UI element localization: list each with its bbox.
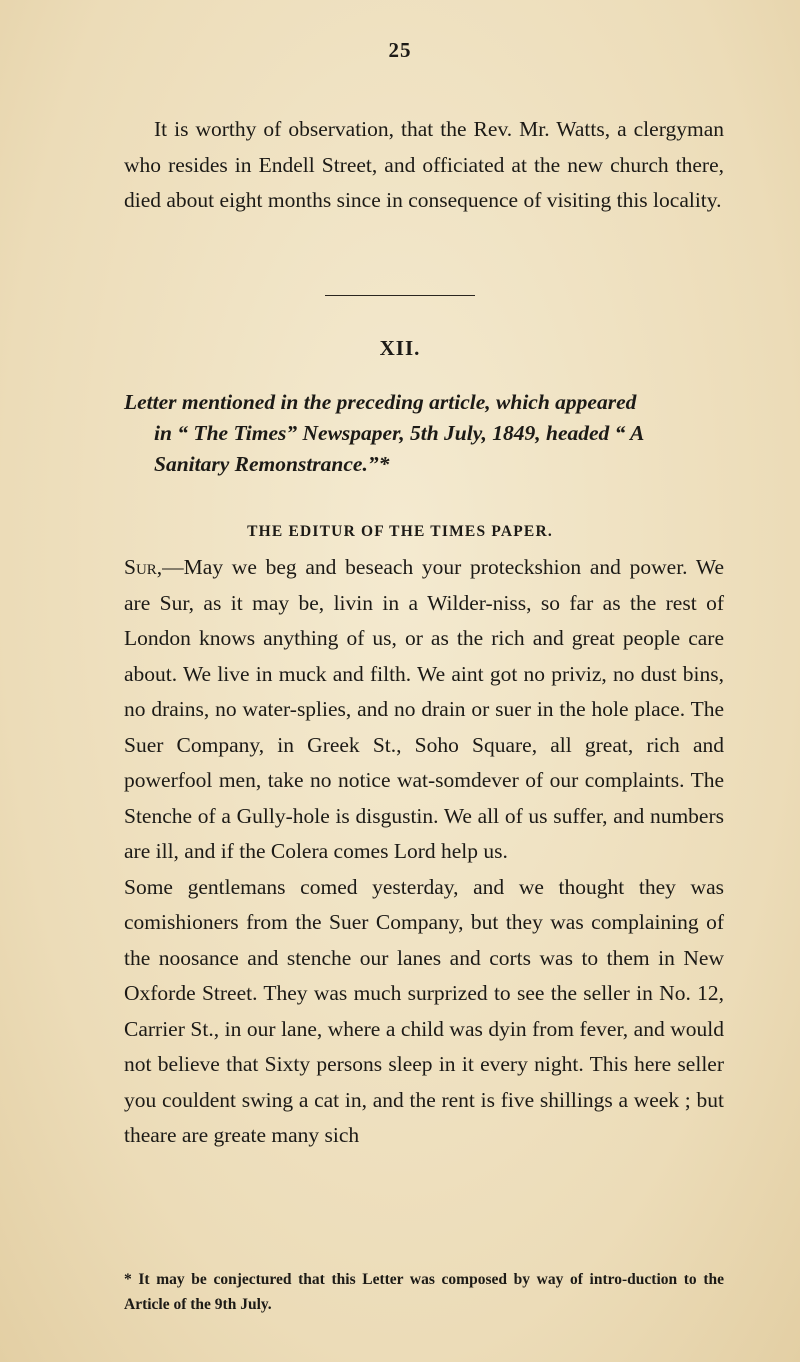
- heading-line-2: in “ The Times” Newspaper, 5th July, 1849, headed “ A: [154, 421, 645, 445]
- heading-line-3: Sanitary Remonstrance.”*: [154, 452, 390, 476]
- heading-line-1: Letter mentioned in the preceding article, which appeared: [124, 390, 637, 414]
- letter-body: [124, 550, 724, 1154]
- intro-paragraph: It is worthy of observation, that the Rev. Mr. Watts, a clergyman who resides in Endell Street, and officiated at the new church there, died about eight months since in consequence of visiting this locality.: [124, 117, 724, 212]
- letter-paragraph-1: [124, 550, 724, 870]
- footnote: * It may be conjectured that this Letter was composed by way of intro-duction to the Article of the 9th July.: [124, 1271, 724, 1313]
- section-number: XII.: [379, 336, 421, 360]
- letter-opening: Sur,: [124, 555, 163, 579]
- page-number: 25: [388, 38, 412, 62]
- letter-paragraph-1-text: —May we beg and beseach your proteckshion and power. We are Sur, as it may be, livin in a Wilder-niss, so far as the rest of London knows anything of us, or as the rich and great people care about. We live in muck and filth. We aint got no priviz, no dust bins, no drains, no water-splies, and no drain or suer in the hole place. The Suer Company, in Greek St., Soho Square, all great, rich and powerfool men, take no notice wat-somdever of our complaints. The Stenche of a Gully-hole is disgustin. We all of us suffer, and numbers are ill, and if the Colera comes Lord help us.: [124, 555, 724, 863]
- section-divider: [325, 295, 475, 296]
- section-heading: [124, 387, 724, 480]
- letter-paragraph-2: Some gentlemans comed yesterday, and we thought they was comishioners from the Suer Company, but they was complaining of the noosance and stenche our lanes and corts was to them in New Oxforde Street. They was much surprized to see the seller in No. 12, Carrier St., in our lane, where a child was dyin from fever, and would not believe that Sixty persons sleep in it every night. This here seller you couldent swing a cat in, and the rent is five shillings a week ; but theare are greate many sich: [124, 874, 724, 1147]
- letter-salutation: THE EDITUR OF THE TIMES PAPER.: [247, 523, 553, 540]
